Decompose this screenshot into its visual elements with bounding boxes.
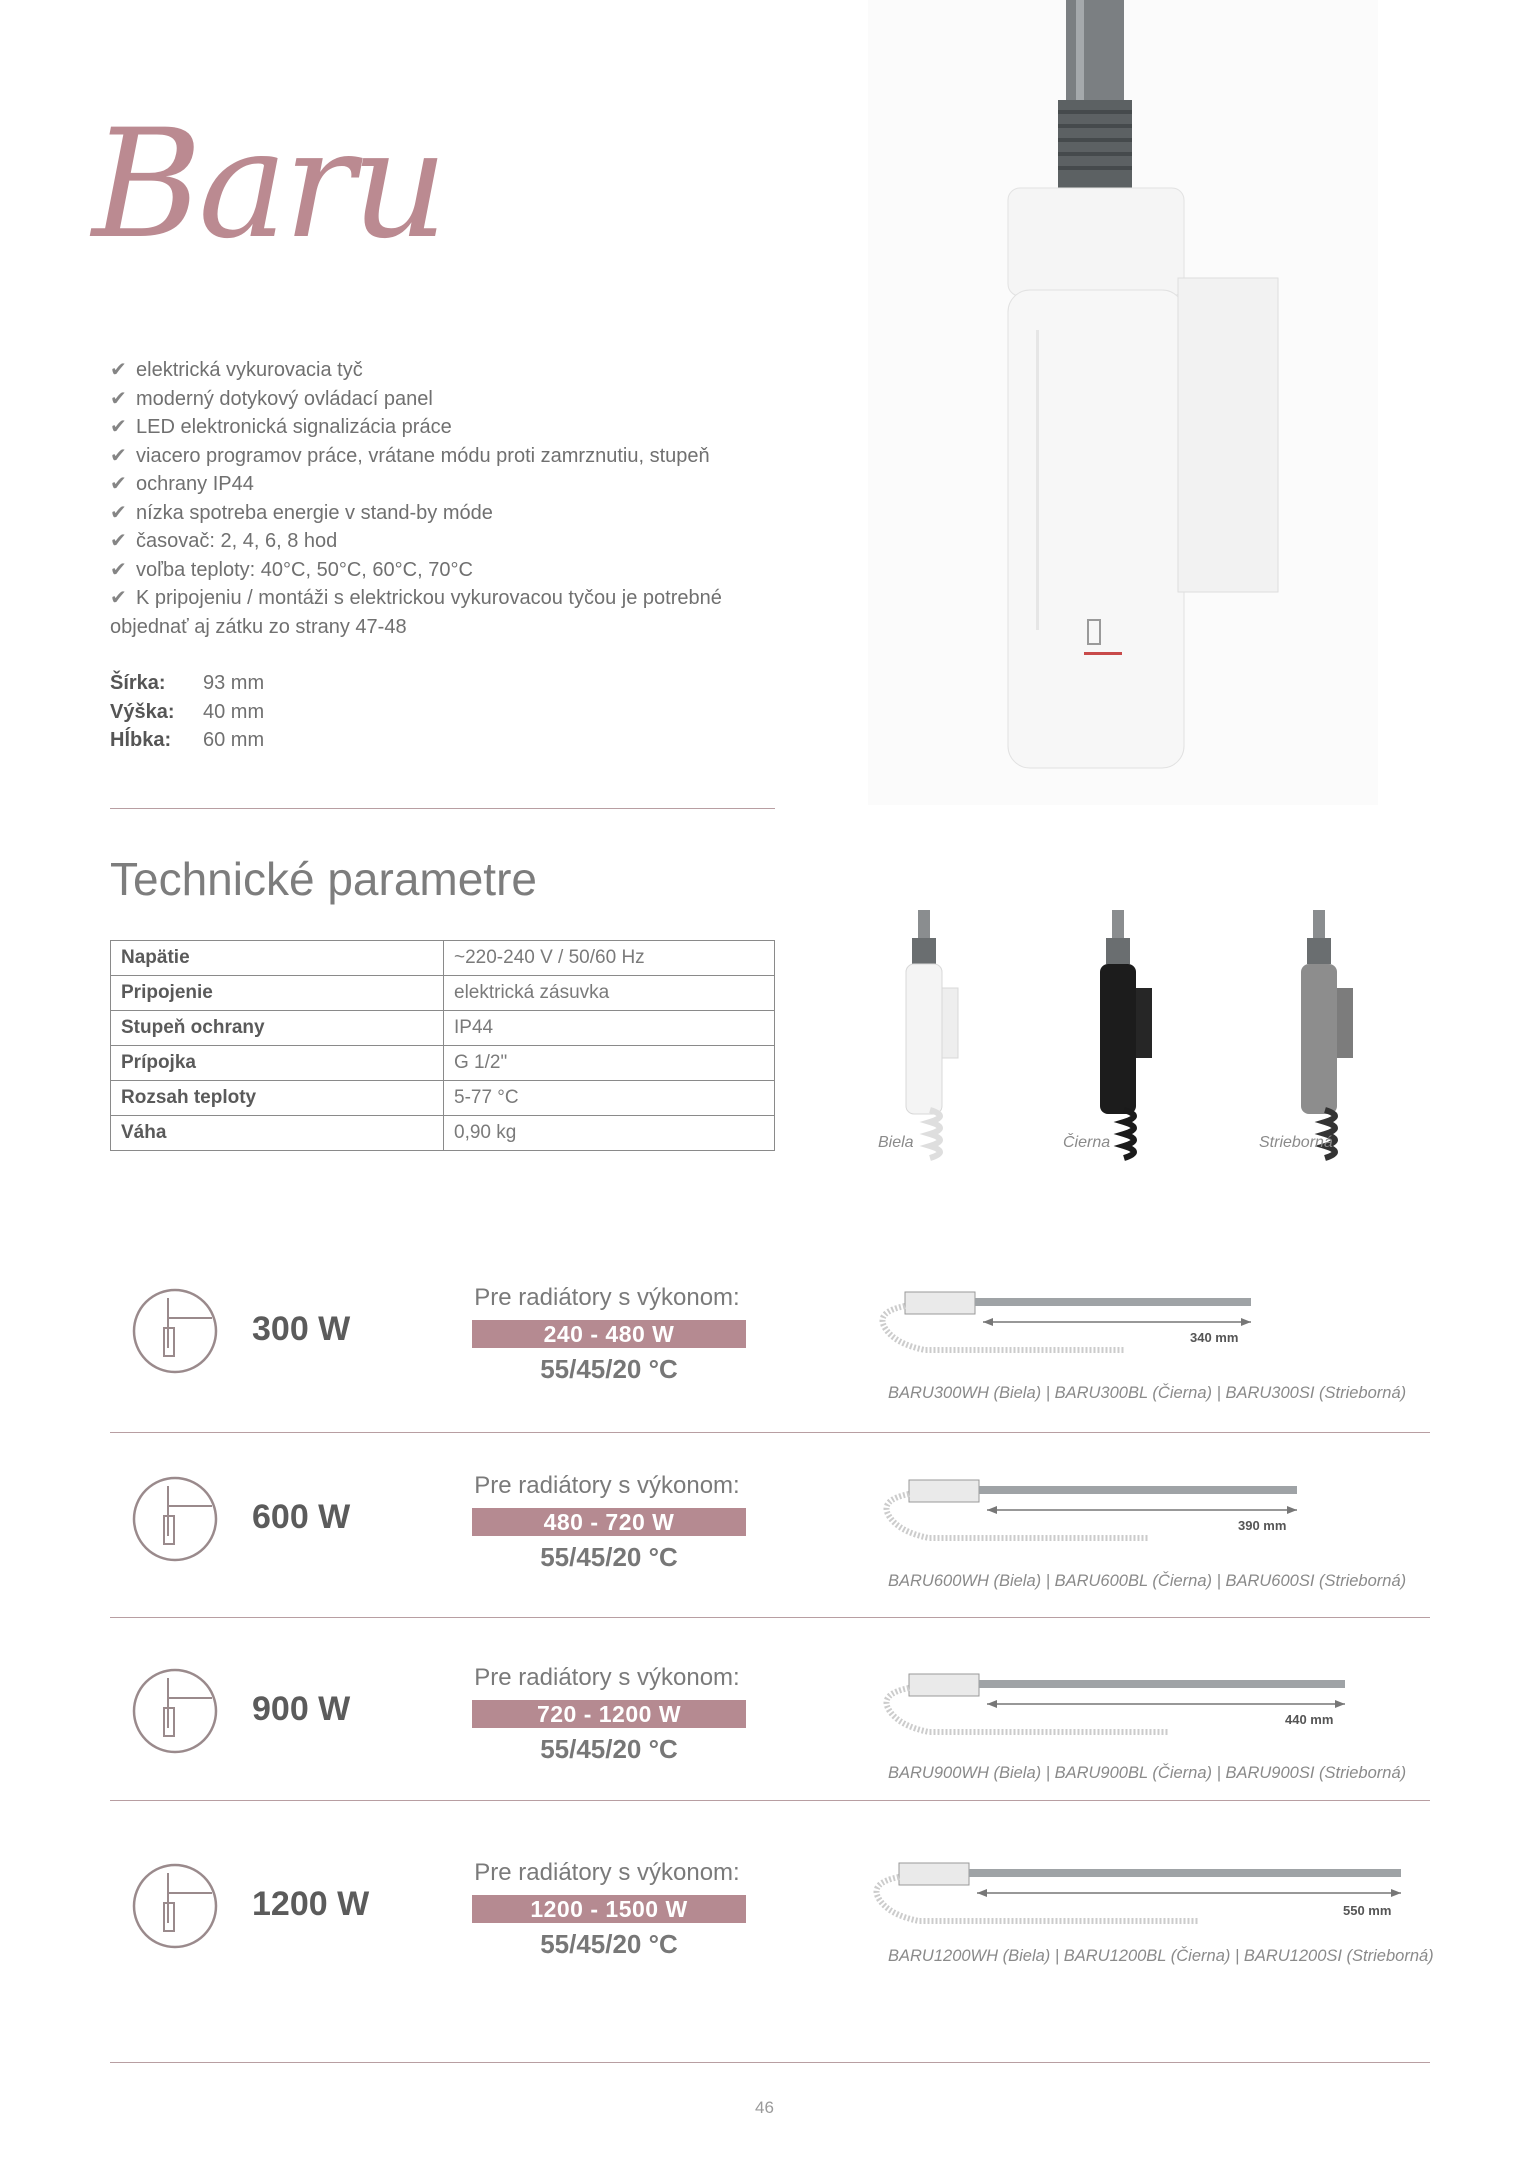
power-value: 300 W <box>252 1310 351 1348</box>
check-icon: ✔ <box>110 444 127 467</box>
check-icon: ✔ <box>110 558 127 581</box>
rod-diagram <box>865 1280 1385 1360</box>
heating-rod-icon <box>132 1476 218 1562</box>
feature-list <box>110 356 770 641</box>
length-label: 340 mm <box>1190 1330 1239 1345</box>
length-label: 550 mm <box>1343 1903 1392 1918</box>
pre-label: Pre radiátory s výkonom: <box>474 1284 740 1311</box>
temperature: 55/45/20 °C <box>540 1542 678 1572</box>
table-row <box>111 941 775 976</box>
divider <box>110 1800 1430 1801</box>
param-name: Napätie <box>111 941 444 976</box>
table-row <box>111 976 775 1011</box>
variant-silver <box>1301 910 1353 1158</box>
product-codes: BARU1200WH (Biela) | BARU1200BL (Čierna) | BARU1200SI (Strieborná) <box>888 1947 1434 1965</box>
dimension-label: Hĺbka: <box>110 729 172 751</box>
power-value: 600 W <box>252 1498 351 1536</box>
table-row <box>111 1046 775 1081</box>
check-icon: ✔ <box>110 359 127 381</box>
param-name: Pripojenie <box>111 976 444 1011</box>
divider <box>110 1432 1430 1433</box>
table-row <box>111 1116 775 1151</box>
feature-item: ✔ časovač: 2, 4, 6, 8 hod <box>110 527 770 556</box>
product-codes: BARU900WH (Biela) | BARU900BL (Čierna) | BARU900SI (Strieborná) <box>888 1764 1407 1782</box>
check-icon: ✔ <box>110 501 127 524</box>
feature-item: ✔ K pripojeniu / montáži s elektrickou vykurovacou tyčou je potrebné objednať aj zátku zo strany 47-48 <box>110 584 770 641</box>
variant-white <box>906 910 958 1158</box>
temperature: 55/45/20 °C <box>540 1734 678 1764</box>
radiator-range: 240 - 480 W <box>472 1320 746 1348</box>
param-name: Prípojka <box>111 1046 444 1081</box>
divider <box>110 808 775 809</box>
feature-item: ✔ ochrany IP44 <box>110 470 770 499</box>
product-image <box>868 0 1378 805</box>
power-row <box>110 1845 1434 2020</box>
feature-item: ✔ elektrická vykurovacia tyč <box>110 356 770 385</box>
pre-label: Pre radiátory s výkonom: <box>474 1664 740 1691</box>
rod-diagram <box>855 1851 1435 1936</box>
dimension-row <box>110 669 264 698</box>
power-row <box>110 1458 1430 1633</box>
table-row <box>111 1011 775 1046</box>
variant-black <box>1100 910 1152 1158</box>
feature-item: ✔ voľba teploty: 40°C, 50°C, 60°C, 70°C <box>110 556 770 585</box>
tech-title: Technické parametre <box>110 853 537 905</box>
variant-label: Strieborná <box>1259 1134 1333 1151</box>
dimension-value: 40 mm <box>203 700 265 723</box>
power-value: 1200 W <box>252 1885 370 1923</box>
param-name: Rozsah teploty <box>111 1081 444 1116</box>
power-row <box>110 1270 1430 1445</box>
product-title: Baru <box>92 98 444 272</box>
param-name: Stupeň ochrany <box>111 1011 444 1046</box>
check-icon: ✔ <box>110 473 127 495</box>
product-codes: BARU300WH (Biela) | BARU300BL (Čierna) | BARU300SI (Strieborná) <box>888 1384 1407 1402</box>
color-variants <box>870 910 1430 1165</box>
variant-label: Čierna <box>1063 1134 1111 1151</box>
feature-item: ✔ moderný dotykový ovládací panel <box>110 385 770 414</box>
heating-rod-icon <box>132 1863 218 1949</box>
tech-table <box>110 940 775 1151</box>
check-icon: ✔ <box>110 530 127 552</box>
param-value: elektrická zásuvka <box>444 976 775 1011</box>
power-value: 900 W <box>252 1690 351 1728</box>
dimension-row <box>110 698 264 727</box>
param-value: 0,90 kg <box>444 1116 775 1151</box>
product-codes: BARU600WH (Biela) | BARU600BL (Čierna) | BARU600SI (Strieborná) <box>888 1572 1407 1590</box>
table-row <box>111 1081 775 1116</box>
pre-label: Pre radiátory s výkonom: <box>474 1472 740 1499</box>
param-value: ~220-240 V / 50/60 Hz <box>444 941 775 976</box>
check-icon: ✔ <box>110 587 127 609</box>
param-value: G 1/2" <box>444 1046 775 1081</box>
variant-label: Biela <box>878 1134 914 1151</box>
param-value: IP44 <box>444 1011 775 1046</box>
dimensions <box>110 669 264 755</box>
check-icon: ✔ <box>110 387 127 410</box>
feature-item: ✔ viacero programov práce, vrátane módu proti zamrznutiu, stupeň <box>110 442 770 471</box>
temperature: 55/45/20 °C <box>540 1929 678 1959</box>
radiator-range: 720 - 1200 W <box>472 1700 746 1728</box>
divider <box>110 2062 1430 2063</box>
feature-item: ✔ LED elektronická signalizácia práce <box>110 413 770 442</box>
length-label: 440 mm <box>1285 1712 1334 1727</box>
feature-item: ✔ nízka spotreba energie v stand-by móde <box>110 499 770 528</box>
rod-diagram <box>865 1662 1445 1742</box>
heating-rod-icon <box>132 1668 218 1754</box>
power-row <box>110 1650 1430 1825</box>
dimension-row <box>110 726 264 755</box>
dimension-value: 60 mm <box>203 729 265 751</box>
heating-rod-icon <box>132 1288 218 1374</box>
radiator-range: 1200 - 1500 W <box>472 1895 746 1923</box>
param-name: Váha <box>111 1116 444 1151</box>
page-number: 46 <box>755 2098 774 2117</box>
dimension-value: 93 mm <box>203 672 265 694</box>
temperature: 55/45/20 °C <box>540 1354 678 1384</box>
pre-label: Pre radiátory s výkonom: <box>474 1859 740 1886</box>
check-icon: ✔ <box>110 416 127 438</box>
param-value: 5-77 °C <box>444 1081 775 1116</box>
rod-diagram <box>865 1468 1425 1548</box>
dimension-label: Šírka: <box>110 672 166 694</box>
radiator-range: 480 - 720 W <box>472 1508 746 1536</box>
length-label: 390 mm <box>1238 1518 1287 1533</box>
divider <box>110 1617 1430 1618</box>
dimension-label: Výška: <box>110 700 175 723</box>
